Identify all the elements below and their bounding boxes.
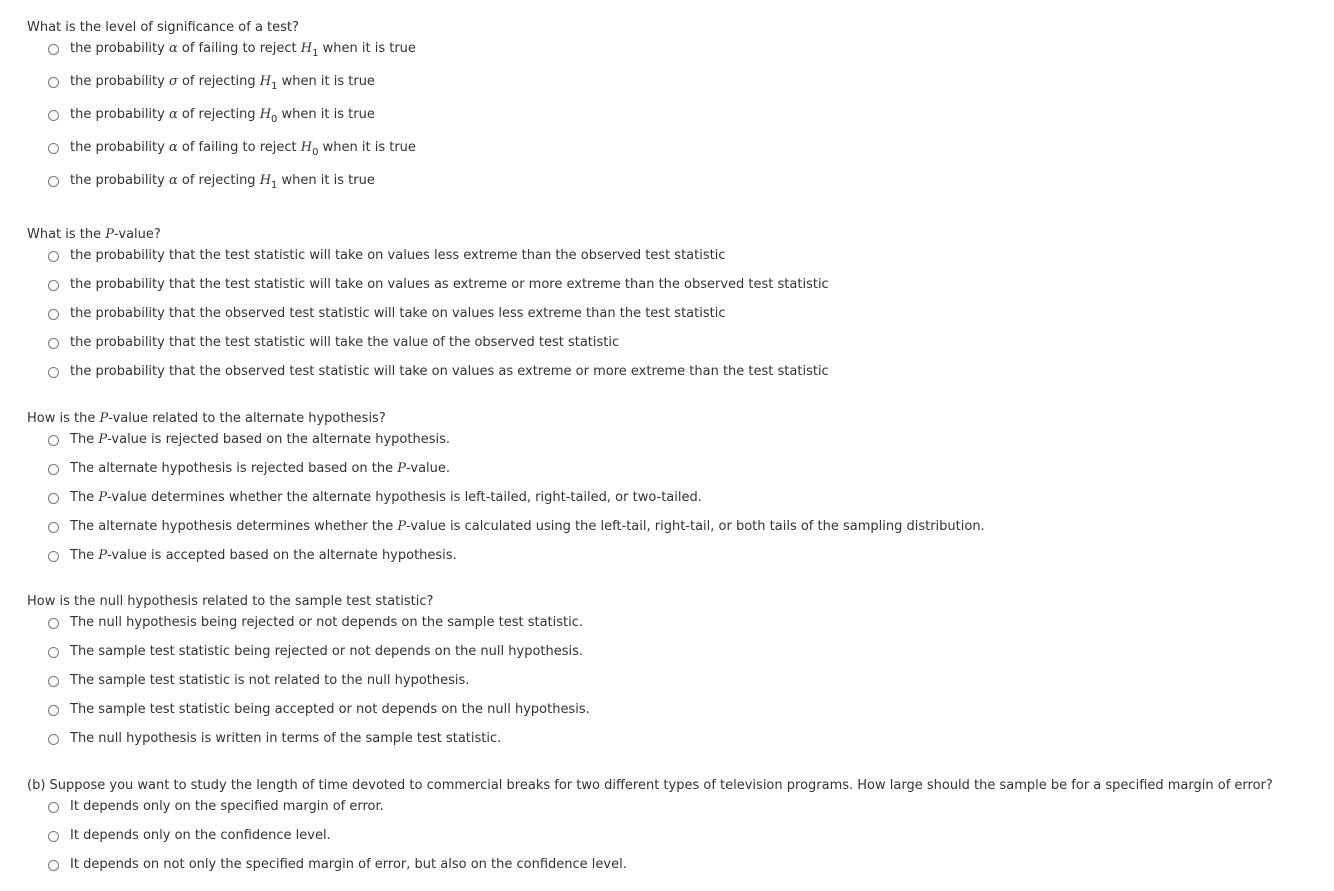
option-label[interactable] [70, 139, 416, 158]
radio-button[interactable] [48, 860, 59, 871]
answer-option[interactable] [48, 614, 583, 632]
option-label[interactable] [70, 106, 375, 125]
answer-option[interactable] [48, 139, 416, 157]
text-segment: -value. [406, 461, 451, 476]
text-segment: the probability [70, 172, 169, 188]
answer-option[interactable] [48, 40, 416, 58]
text-segment: The sample test statistic being rejected or not depends on the null hypothesis. [70, 644, 584, 659]
subscript: 0 [271, 113, 278, 125]
answer-option[interactable] [48, 431, 450, 449]
option-label[interactable] [70, 276, 829, 294]
question-prompt [27, 410, 1317, 428]
text-segment: the probability [70, 106, 169, 122]
text-segment: It depends on not only the specified margin of error, but also on the confidence level. [70, 857, 627, 872]
italic-symbol: α [168, 139, 178, 155]
radio-button[interactable] [48, 309, 59, 320]
subscript: 0 [312, 146, 319, 158]
text-segment: The null hypothesis being rejected or not depends on the sample test statistic. [70, 615, 584, 630]
text-segment: How is the null hypothesis related to the sample test statistic? [27, 594, 434, 609]
option-label[interactable] [70, 701, 590, 719]
radio-button[interactable] [48, 435, 59, 446]
text-segment: the probability that the test statistic will take on values less extreme than the observed test statistic [70, 248, 726, 263]
text-segment: the probability [70, 73, 169, 89]
text-segment: The null hypothesis is written in terms of the sample test statistic. [70, 731, 502, 746]
text-segment: The sample test statistic being accepted or not depends on the null hypothesis. [70, 702, 590, 717]
text-segment: The alternate hypothesis determines whether the [70, 519, 398, 534]
italic-symbol: P [105, 227, 115, 242]
text-segment: when it is true [318, 139, 416, 155]
answer-option[interactable] [48, 827, 331, 845]
italic-symbol: H [300, 139, 313, 155]
radio-button[interactable] [48, 618, 59, 629]
option-label[interactable] [70, 547, 457, 565]
text-segment: It depends only on the confidence level. [70, 828, 331, 843]
option-label[interactable] [70, 856, 627, 874]
option-label[interactable] [70, 643, 583, 661]
option-label[interactable] [70, 518, 985, 536]
radio-button[interactable] [48, 705, 59, 716]
text-segment: when it is true [277, 106, 375, 122]
text-segment: the probability that the test statistic will take the value of the observed test statistic [70, 335, 620, 350]
answer-option[interactable] [48, 305, 725, 323]
answer-option[interactable] [48, 730, 501, 748]
italic-symbol: H [259, 172, 272, 188]
text-segment: -value? [114, 227, 161, 242]
italic-symbol: P [98, 548, 108, 563]
answer-option[interactable] [48, 172, 375, 190]
radio-button[interactable] [48, 676, 59, 687]
option-label[interactable] [70, 672, 469, 690]
italic-symbol: H [259, 106, 272, 122]
radio-button[interactable] [48, 367, 59, 378]
subscript: 1 [312, 47, 319, 59]
radio-button[interactable] [48, 143, 59, 154]
subscript: 1 [271, 179, 278, 191]
text-segment: the probability that the observed test statistic will take on values less extreme than the test statistic [70, 306, 726, 321]
text-segment: of rejecting [177, 73, 260, 89]
radio-button[interactable] [48, 44, 59, 55]
option-label[interactable] [70, 363, 829, 381]
question-prompt [27, 226, 1317, 244]
text-segment: of rejecting [177, 106, 260, 122]
text-segment: The sample test statistic is not related to the null hypothesis. [70, 673, 470, 688]
radio-button[interactable] [48, 647, 59, 658]
italic-symbol: P [397, 461, 407, 476]
text-segment: What is the [27, 227, 106, 242]
radio-button[interactable] [48, 280, 59, 291]
italic-symbol: σ [168, 73, 178, 89]
answer-option[interactable] [48, 247, 725, 265]
text-segment: How is the [27, 411, 100, 426]
text-segment: -value determines whether the alternate hypothesis is left-tailed, right-tailed, or two-tailed. [107, 490, 702, 505]
italic-symbol: P [98, 490, 108, 505]
answer-option[interactable] [48, 518, 985, 536]
option-label[interactable] [70, 798, 384, 816]
text-segment: the probability [70, 139, 169, 155]
subscript: 1 [271, 80, 278, 92]
answer-option[interactable] [48, 363, 829, 381]
answer-option[interactable] [48, 73, 375, 91]
radio-button[interactable] [48, 522, 59, 533]
option-label[interactable] [70, 730, 501, 748]
italic-symbol: α [168, 172, 178, 188]
text-segment: -value related to the alternate hypothesis? [108, 411, 386, 426]
answer-option[interactable] [48, 798, 384, 816]
option-label[interactable] [70, 431, 450, 449]
text-segment: It depends only on the specified margin of error. [70, 799, 384, 814]
answer-option[interactable] [48, 460, 450, 478]
text-segment: when it is true [318, 40, 416, 56]
radio-button[interactable] [48, 176, 59, 187]
question-prompt [27, 593, 1317, 611]
text-segment: when it is true [277, 73, 375, 89]
answer-option[interactable] [48, 643, 583, 661]
text-segment: (b) Suppose you want to study the length of time devoted to commercial breaks for two different types of television programs. How large should the sample be for a specified margin of error? [27, 778, 1273, 793]
question-prompt [27, 19, 1317, 37]
option-label[interactable] [70, 172, 375, 191]
answer-option[interactable] [48, 276, 829, 294]
option-label[interactable] [70, 827, 331, 845]
option-label[interactable] [70, 305, 725, 323]
radio-button[interactable] [48, 734, 59, 745]
radio-button[interactable] [48, 493, 59, 504]
question-1 [27, 19, 1317, 191]
radio-button[interactable] [48, 831, 59, 842]
text-segment: of failing to reject [177, 40, 301, 56]
option-label[interactable] [70, 334, 619, 352]
option-label[interactable] [70, 614, 583, 632]
text-segment: -value is rejected based on the alternate hypothesis. [107, 432, 451, 447]
option-label[interactable] [70, 40, 416, 59]
answer-option[interactable] [48, 334, 619, 352]
text-segment: The [70, 490, 99, 505]
text-segment: The [70, 432, 99, 447]
text-segment: the probability [70, 40, 169, 56]
question-3 [27, 410, 1317, 563]
italic-symbol: P [98, 432, 108, 447]
text-segment: -value is accepted based on the alternate hypothesis. [107, 548, 457, 563]
answer-option[interactable] [48, 856, 627, 874]
radio-button[interactable] [48, 110, 59, 121]
text-segment: the probability that the test statistic will take on values as extreme or more extreme than the observed test statistic [70, 277, 829, 292]
option-label[interactable] [70, 73, 375, 92]
radio-button[interactable] [48, 802, 59, 813]
text-segment: of failing to reject [177, 139, 301, 155]
radio-button[interactable] [48, 338, 59, 349]
radio-button[interactable] [48, 251, 59, 262]
answer-option[interactable] [48, 547, 457, 565]
option-label[interactable] [70, 247, 725, 265]
question-4 [27, 593, 1317, 746]
text-segment: The alternate hypothesis is rejected based on the [70, 461, 398, 476]
text-segment: The [70, 548, 99, 563]
italic-symbol: α [168, 40, 178, 56]
italic-symbol: H [259, 73, 272, 89]
italic-symbol: P [99, 411, 109, 426]
text-segment: of rejecting [177, 172, 260, 188]
italic-symbol: H [300, 40, 313, 56]
italic-symbol: P [397, 519, 407, 534]
text-segment: What is the level of significance of a test? [27, 20, 299, 35]
question-5 [27, 777, 1317, 872]
option-label[interactable] [70, 489, 702, 507]
question-2 [27, 226, 1317, 379]
text-segment: -value is calculated using the left-tail, right-tail, or both tails of the sampling distribution. [406, 519, 985, 534]
text-segment: the probability that the observed test statistic will take on values as extreme or more extreme than the test statistic [70, 364, 829, 379]
question-prompt [27, 777, 1317, 795]
italic-symbol: α [168, 106, 178, 122]
answer-option[interactable] [48, 489, 702, 507]
option-label[interactable] [70, 460, 450, 478]
radio-button[interactable] [48, 464, 59, 475]
answer-option[interactable] [48, 106, 375, 124]
answer-option[interactable] [48, 701, 590, 719]
radio-button[interactable] [48, 551, 59, 562]
text-segment: when it is true [277, 172, 375, 188]
radio-button[interactable] [48, 77, 59, 88]
answer-option[interactable] [48, 672, 469, 690]
